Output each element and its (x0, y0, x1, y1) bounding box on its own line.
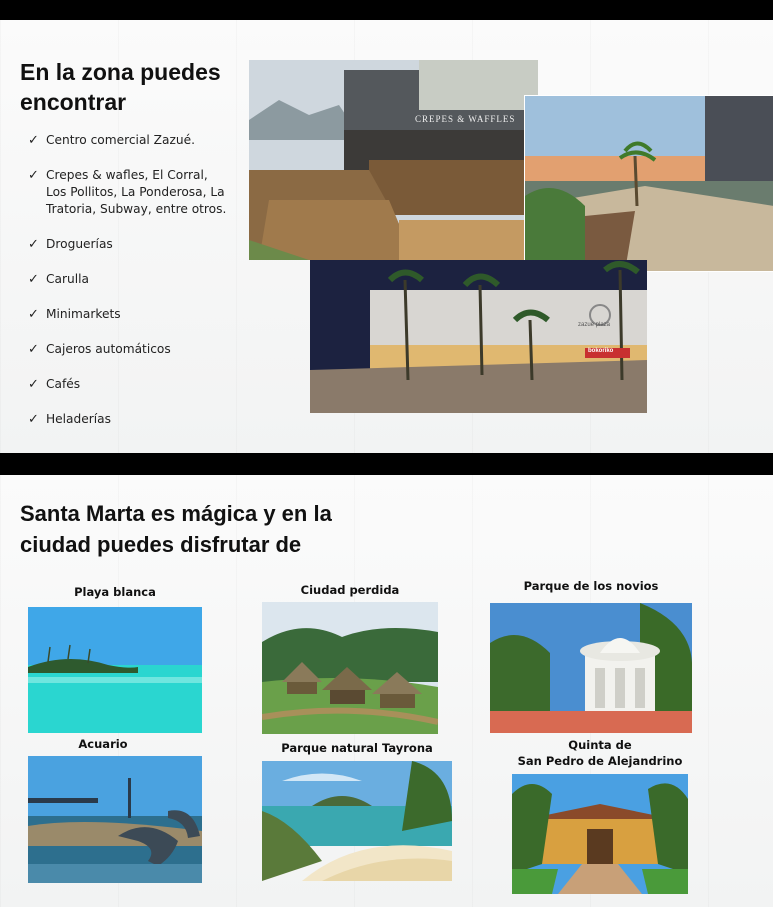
mall-deck-photo (524, 95, 773, 272)
amenity-item: ✓ Droguerías (28, 237, 113, 252)
bokoriko-sign: bokoriko (588, 348, 614, 354)
amenity-item: ✓ Heladerías (28, 412, 111, 427)
caption-ciudad-perdida: Ciudad perdida (300, 583, 400, 597)
mall-terrace-photo (249, 60, 538, 260)
tayrona-photo (262, 761, 452, 881)
check-icon: ✓ (28, 168, 39, 183)
caption-quinta: Quinta de San Pedro de Alejandrino (517, 738, 683, 768)
top-black-band (0, 0, 773, 20)
check-icon: ✓ (28, 272, 39, 287)
amenity-item: ✓ Cajeros automáticos (28, 342, 171, 357)
amenities-list (26, 132, 246, 428)
ciudad-perdida-photo (262, 602, 438, 734)
playa-blanca-photo (28, 607, 202, 733)
check-icon: ✓ (28, 412, 39, 427)
amenity-item: ✓ Crepes & wafles, El Corral, Los Pollitos, La Ponderosa, La Tratoria, Subway, entre otros. (28, 168, 227, 216)
slide2-title: Santa Marta es mágica y en la ciudad puedes disfrutar de (20, 501, 332, 557)
check-icon: ✓ (28, 133, 39, 148)
caption-parque-novios: Parque de los novios (523, 579, 659, 593)
crepes-sign: CREPES & WAFFLES (415, 114, 516, 124)
amenity-item: ✓ Minimarkets (28, 307, 121, 322)
quinta-photo (512, 774, 688, 894)
middle-black-band (0, 453, 773, 475)
caption-playa-blanca: Playa blanca (74, 585, 156, 599)
acuario-photo (28, 756, 202, 883)
slide1-title: En la zona puedes encontrar (20, 59, 221, 115)
zazue-plaza-sign: zazue plaza (578, 322, 611, 328)
check-icon: ✓ (28, 377, 39, 392)
amenity-item: ✓ Carulla (28, 272, 89, 287)
amenity-item: ✓ Cafés (28, 377, 81, 392)
slide-santa-marta (0, 475, 773, 907)
slide-zone-amenities (0, 20, 773, 453)
parque-novios-photo (490, 603, 692, 733)
mall-night-photo (310, 260, 647, 413)
caption-tayrona: Parque natural Tayrona (281, 741, 433, 755)
amenity-item: ✓ Centro comercial Zazué. (28, 133, 195, 148)
check-icon: ✓ (28, 237, 39, 252)
caption-acuario: Acuario (78, 737, 128, 751)
check-icon: ✓ (28, 342, 39, 357)
check-icon: ✓ (28, 307, 39, 322)
